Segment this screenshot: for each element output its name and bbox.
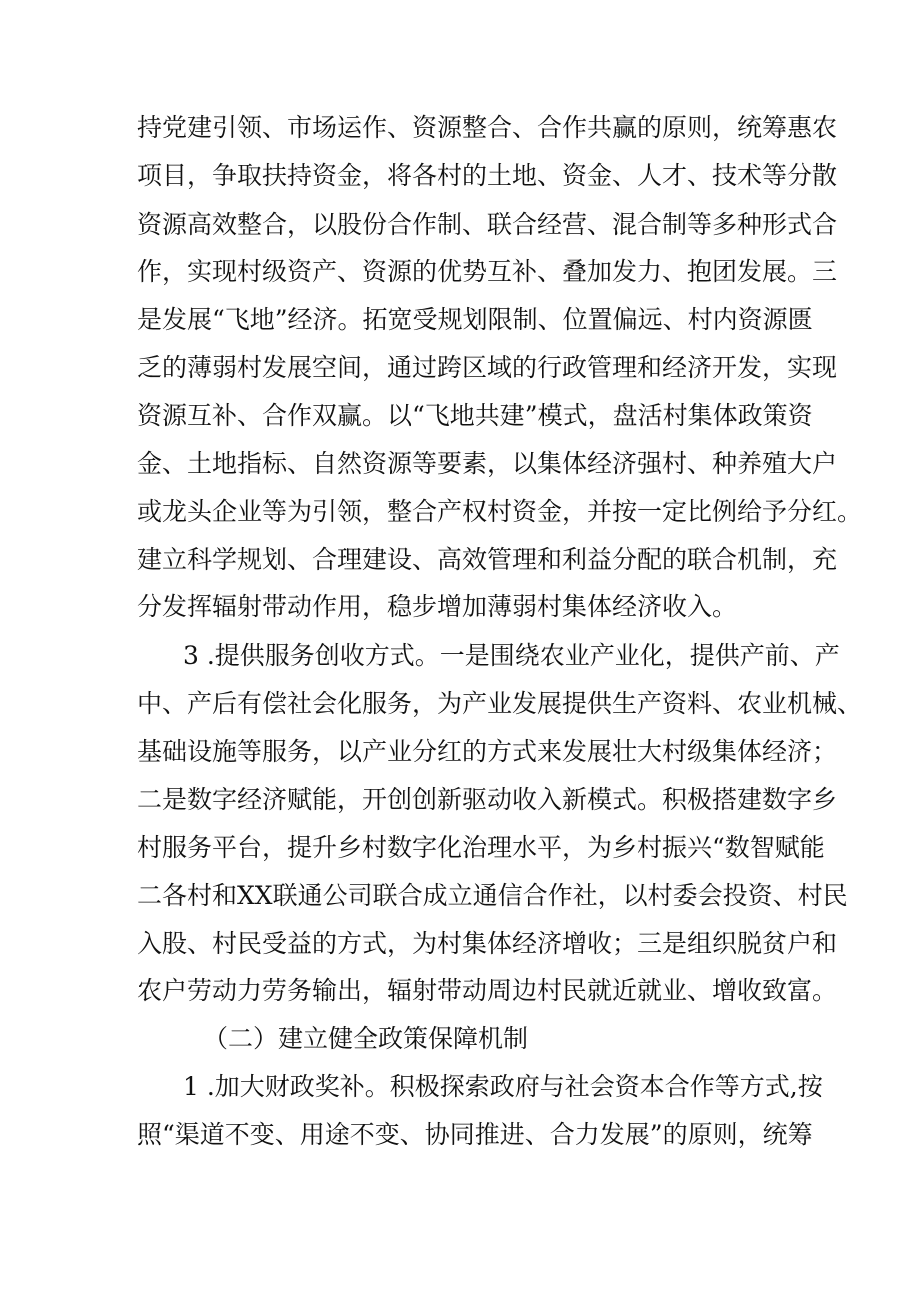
text-line: 乏的薄弱村发展空间，通过跨区域的行政管理和经济开发，实现 xyxy=(137,353,838,382)
paragraph-first-line: 1 .加大财政奖补。积极探索政府与社会资本合作等方式,按 xyxy=(183,1072,823,1101)
text-line: 持党建引领、市场运作、资源整合、合作共赢的原则，统筹惠农 xyxy=(137,113,838,142)
text-line: 作，实现村级资产、资源的优势互补、叠加发力、抱团发展。三 xyxy=(137,257,838,286)
text-line: 基础设施等服务，以产业分红的方式来发展壮大村级集体经济； xyxy=(137,737,838,766)
text-line: 项目，争取扶持资金，将各村的土地、资金、人才、技术等分散 xyxy=(137,161,838,190)
text-line: 分发挥辐射带动作用，稳步增加薄弱村集体经济收入。 xyxy=(137,592,738,621)
text-line: 农户劳动力劳务输出，辐射带动周边村民就近就业、增收致富。 xyxy=(137,976,838,1005)
text-line: 中、产后有偿社会化服务，为产业发展提供生产资料、农业机械、 xyxy=(137,689,863,718)
text-line: 建立科学规划、合理建设、高效管理和利益分配的联合机制，充 xyxy=(137,545,838,574)
text-line: 资源互补、合作双赢。以“飞地共建”模式，盘活村集体政策资 xyxy=(137,401,813,430)
text-line: 或龙头企业等为引领，整合产权村资金，并按一定比例给予分红。 xyxy=(137,497,863,526)
text-line: 村服务平台，提升乡村数字化治理水平，为乡村振兴“数智赋能 xyxy=(137,833,825,862)
section-heading: （二）建立健全政策保障机制 xyxy=(203,1024,529,1053)
text-line: 二各村和XX联通公司联合成立通信合作社，以村委会投资、村民 xyxy=(137,881,848,910)
text-line: 二是数字经济赋能，开创创新驱动收入新模式。积极搭建数字乡 xyxy=(137,785,838,814)
text-line: 金、土地指标、自然资源等要素，以集体经济强村、种养殖大户 xyxy=(137,449,838,478)
text-line: 是发展“飞地”经济。拓宽受规划限制、位置偏远、村内资源匮 xyxy=(137,305,813,334)
text-line: 资源高效整合，以股份合作制、联合经营、混合制等多种形式合 xyxy=(137,210,838,239)
text-line: 入股、村民受益的方式，为村集体经济增收；三是组织脱贫户和 xyxy=(137,929,838,958)
paragraph-first-line: 3 .提供服务创收方式。一是围绕农业产业化，提供产前、产 xyxy=(183,641,840,670)
text-line: 照“渠道不变、用途不变、协同推进、合力发展”的原则，统筹 xyxy=(137,1120,813,1149)
